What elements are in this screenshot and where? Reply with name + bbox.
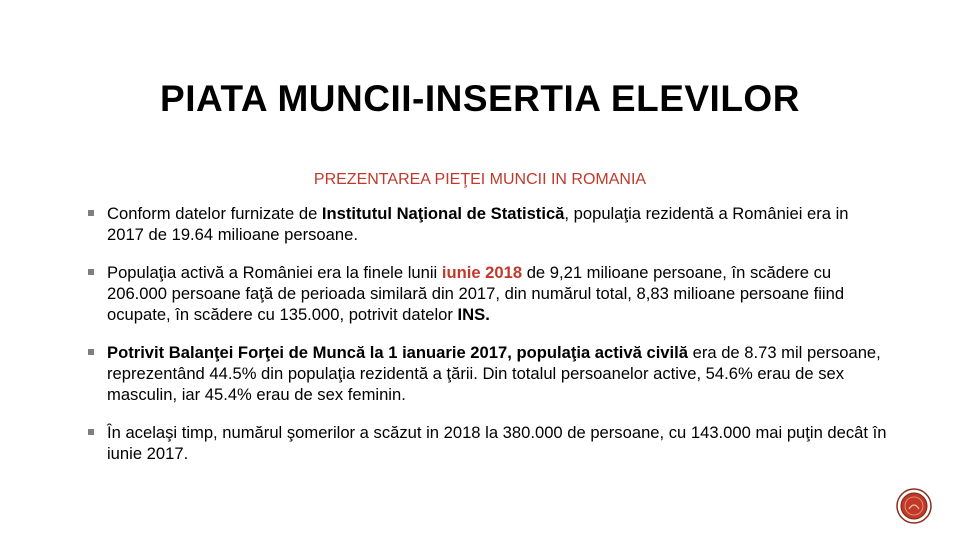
bullet-1-text-end: , populaţia rezidentă a României era in 2017 de 19.64 milioane persoane.: [107, 204, 849, 244]
bullet-item-4: [88, 422, 888, 464]
square-bullet-icon: [88, 349, 94, 355]
bullet-item-1: [88, 203, 888, 245]
slide-subtitle: PREZENTAREA PIEŢEI MUNCII IN ROMANIA: [313, 171, 647, 188]
circular-seal-logo-icon: [896, 488, 932, 524]
square-bullet-icon: [88, 429, 94, 435]
square-bullet-icon: [88, 210, 94, 216]
bullet-2-source: INS.: [457, 305, 490, 324]
bullet-4-text: În acelaşi timp, numărul şomerilor a scăzut in 2018 la 380.000 de persoane, cu 143.000 mai puţin decât în iunie 2017.: [107, 423, 887, 463]
bullet-item-2: [88, 262, 888, 325]
square-bullet-icon: [88, 269, 94, 275]
bullet-2-highlight: iunie 2018: [441, 263, 523, 282]
bullet-list: [88, 203, 888, 481]
bullet-3-text: era de 8.73 mil persoane, reprezentând 44.5% din populaţia rezidentă a ţării. Din totalul persoanelor active, 54.6% erau de sex masculin, iar 45.4% erau de sex feminin.: [107, 343, 881, 404]
slide-title: PIATA MUNCII-INSERTIA ELEVILOR: [160, 78, 800, 119]
bullet-2-text: Populaţia activă a României era la finele lunii: [107, 263, 442, 282]
bullet-3-emphasis: Potrivit Balanţei Forţei de Muncă la 1 ianuarie 2017, populaţia activă civilă: [107, 343, 688, 362]
bullet-1-emphasis: Institutul Naţional de Statistică: [321, 204, 565, 223]
bullet-2-text-middle: de 9,21 milioane persoane, în scădere cu 206.000 persoane faţă de perioada similară din 2017, din numărul total, 8,83 milioane persoane fiind ocupate, în scădere cu 135.000, potrivit datelor: [107, 263, 845, 324]
bullet-item-3: [88, 342, 888, 405]
bullet-1-text: Conform datelor furnizate de: [107, 204, 322, 223]
